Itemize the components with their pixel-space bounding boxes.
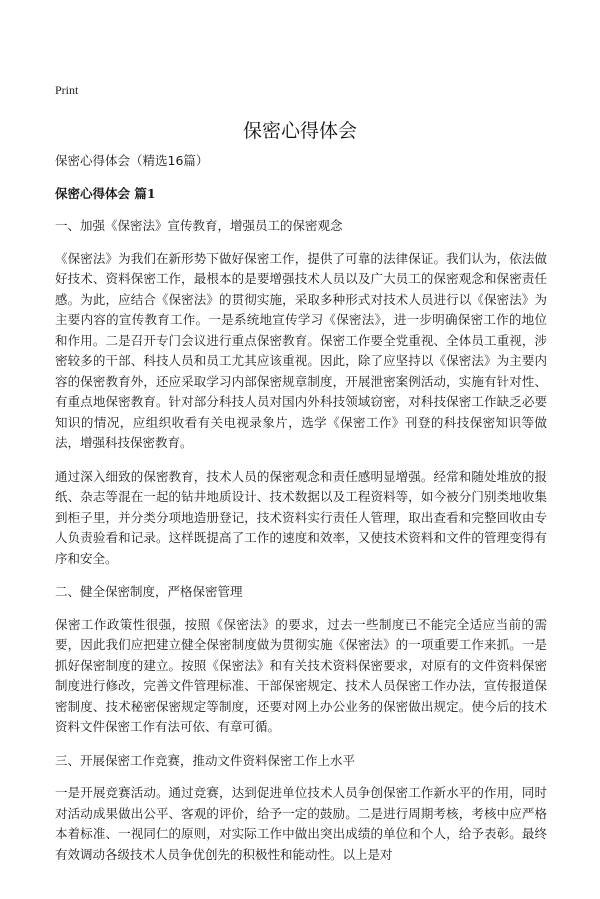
paragraph-3: 保密工作政策性很强，按照《保密法》的要求，过去一些制度已不能完全适应当前的需要，因此我们应把建立健全保密制度做为贯彻实施《保密法》的一项重要工作来抓。一是抓好保密制度的建立。按照《保密法》和有关技术资料保密要求，对原有的文件资料保密制度进行修改，完善文件管理标准、干部保密规定、技术人员保密工作办法，宣传报道保密制度、技术秘密保密规定等制度，还要对网上办公业务的保密做出规定。使今后的技术资料文件保密工作有法可依、有章可循。 [55, 616, 547, 734]
page-title: 保密心得体会 [242, 120, 357, 142]
paragraph-2: 通过深入细致的保密教育，技术人员的保密观念和责任感明显增强。经常和随处堆放的报纸、杂志等混在一起的钻井地质设计、技术数据以及工程资料等，如今被分门别类地收集到柜子里，并分类分项地造册登记，技术资料实行责任人管理，取出查看和完整回收由专人负责验看和记录。这样既提高了工作的速度和效率，又使技术资料和文件的管理变得有序和安全。 [55, 468, 547, 566]
section-heading-3: 三、开展保密工作竞赛，推动文件资料保密工作上水平 [55, 752, 356, 768]
print-label[interactable]: Print [55, 83, 79, 97]
paragraph-1: 《保密法》为我们在新形势下做好保密工作，提供了可靠的法律保证。我们认为，依法做好技术、资料保密工作，最根本的是要增强技术人员以及广大员工的保密观念和保密责任感。为此，应结合《保密法》的贯彻实施，采取多种形式对技术人员进行以《保密法》为主要内容的宣传教育工作。一是系统地宣传学习《保密法》，进一步明确保密工作的地位和作用。二是召开专门会议进行重点保密教育。保密工作要全党重视、全体员工重视，涉密较多的干部、科技人员和员工尤其应该重视。因此，除了应坚持以《保密法》为主要内容的保密教育外，还应采取学习内部保密规章制度，开展泄密案例活动，实施有针对性、有重点地保密教育。针对部分科技人员对国内外科技领域窃密，对科技保密工作缺乏必要知识的情况，应组织收看有关电视录象片，选学《保密工作》刊登的科技保密知识等做法，增强科技保密教育。 [55, 250, 547, 450]
document-subtitle: 保密心得体会（精选16篇） [55, 153, 209, 168]
section-heading-2: 二、健全保密制度，严格保密管理 [55, 584, 243, 599]
section-heading-1: 一、加强《保密法》宣传教育，增强员工的保密观念 [55, 218, 343, 233]
section-title: 保密心得体会 篇1 [55, 185, 156, 201]
paragraph-4: 一是开展竞赛活动。通过竞赛，达到促进单位技术人员争创保密工作新水平的作用，同时对活动成果做出公平、客观的评价，给予一定的鼓励。二是进行周期考核，考核中应严格本着标准、一视同仁的原则，对实际工作中做出突出成绩的单位和个人，给予表彰。最终有效调动各级技术人员争优创先的积极性和能动性。以上是对 [55, 785, 547, 862]
document-body [55, 151, 547, 878]
